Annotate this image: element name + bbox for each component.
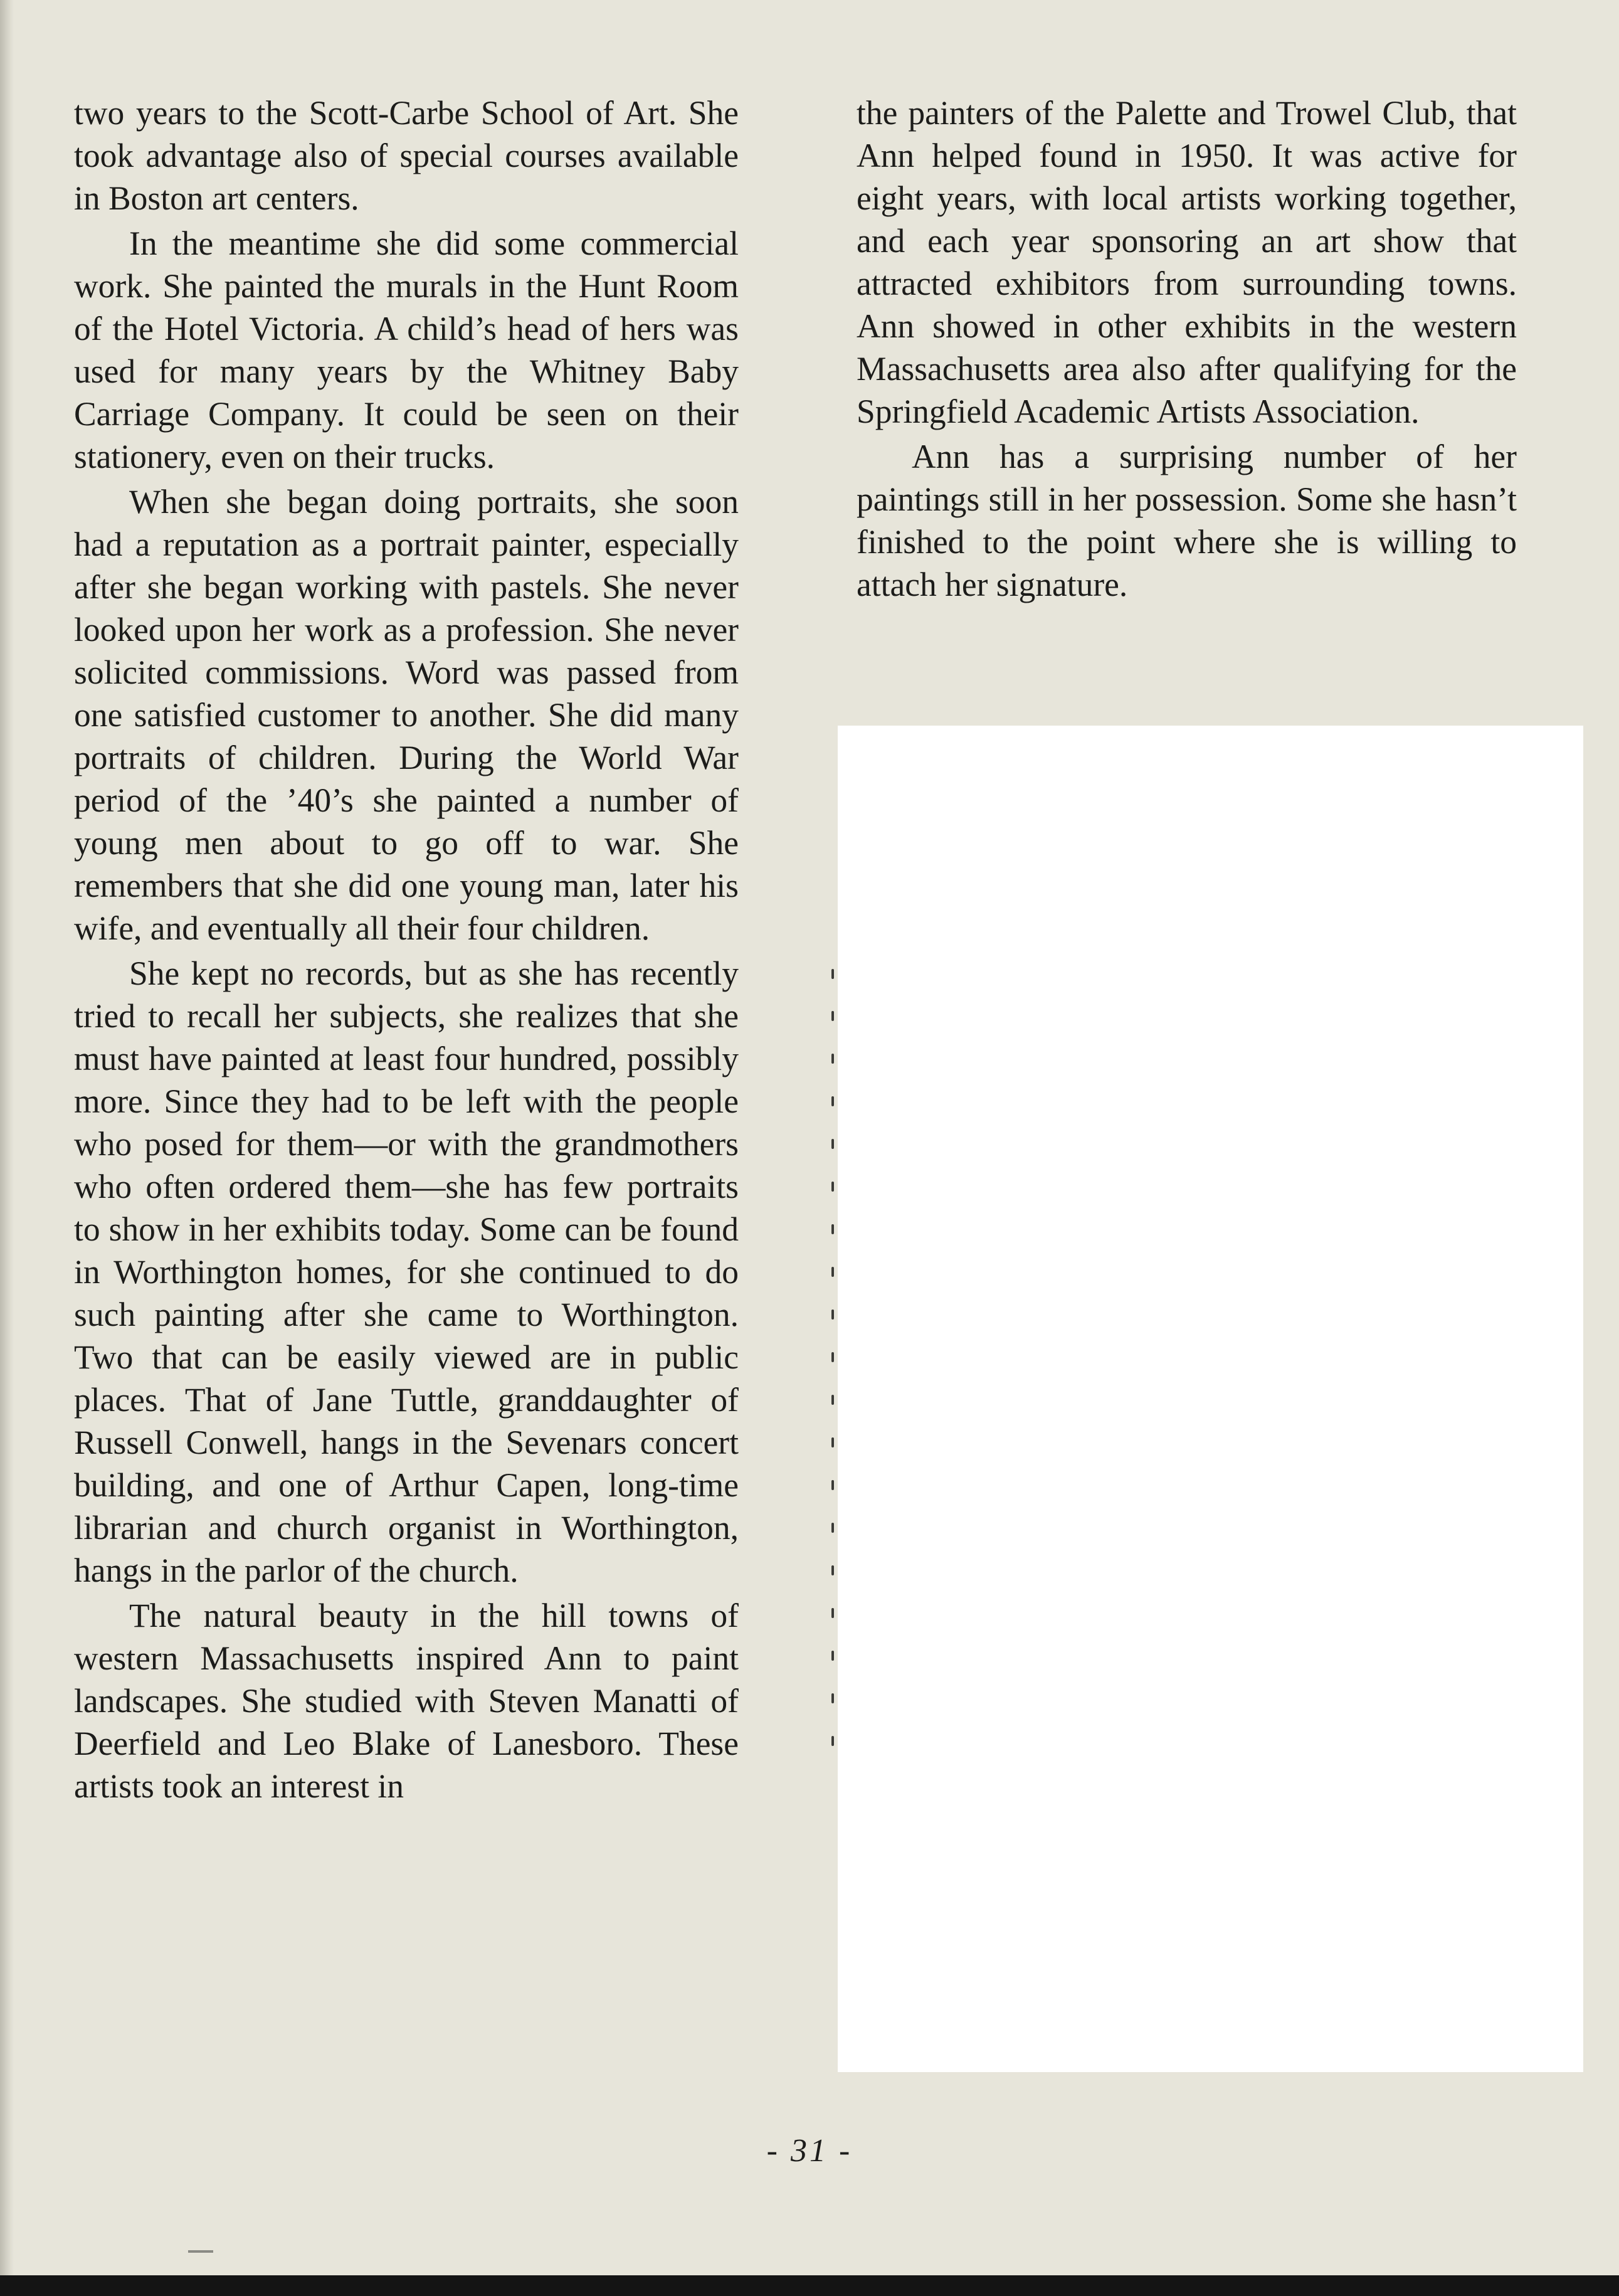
- residual-text-mark: [831, 1395, 834, 1405]
- residual-text-mark: [831, 1480, 834, 1490]
- residual-text-mark: [831, 1224, 834, 1234]
- residual-text-mark: [831, 1437, 834, 1447]
- scan-mark: [188, 2250, 213, 2253]
- residual-text-mark: [831, 1565, 834, 1575]
- paragraph: When she began doing portraits, she soon had a reputation as a portrait painter, especially after she began working with pastels. She never looked upon her work as a profession. She never solicited commissions. Word was passed from one satisfied customer to another. She did many portraits of children. During the World War period of the ’40’s she painted a number of young men about to go off to war. She remembers that she did one young man, later his wife, and eventually all their four children.: [74, 483, 739, 947]
- residual-text-mark: [831, 969, 834, 979]
- residual-text-mark: [831, 1651, 834, 1661]
- residual-text-mark: [831, 1523, 834, 1533]
- residual-text-mark: [831, 1352, 834, 1362]
- residual-text-mark: [831, 1267, 834, 1277]
- right-column: [857, 92, 1517, 608]
- paragraph: the painters of the Palette and Trowel Club, that Ann helped found in 1950. It was active for eight years, with local artists working together, and each year sponsoring an art show that attracted exhibitors from surrounding towns. Ann showed in other exhibits in the western Massachusetts area also after qualifying for the Springfield Academic Artists Association.: [857, 94, 1517, 430]
- paragraph: Ann has a surprising number of her paintings still in her possession. Some she hasn’t finished to the point where she is willing to attach her signature.: [857, 438, 1517, 603]
- paragraph: The natural beauty in the hill towns of western Massachusetts inspired Ann to paint landscapes. She studied with Steven Manatti of Deerfield and Leo Blake of Lanesboro. These artists took an interest in: [74, 1597, 739, 1805]
- residual-text-mark: [831, 1736, 834, 1746]
- residual-text-mark: [831, 1309, 834, 1320]
- residual-text-mark: [831, 1054, 834, 1064]
- residual-text-mark: [831, 1182, 834, 1192]
- page-gutter-shadow: [0, 0, 14, 2296]
- paragraph: In the meantime she did some commercial work. She painted the murals in the Hunt Room of the Hotel Victoria. A child’s head of hers was used for many years by the Whitney Baby Carriage Company. It could be seen on their stationery, even on their trucks.: [74, 225, 739, 475]
- residual-text-mark: [831, 1693, 834, 1703]
- residual-text-mark: [831, 1608, 834, 1618]
- residual-text-mark: [831, 1011, 834, 1021]
- scan-bottom-edge: [0, 2275, 1619, 2296]
- paragraph: She kept no records, but as she has recently tried to recall her subjects, she realizes that she must have painted at least four hundred, possibly more. Since they had to be left with the people who posed for them—or with the grandmothers who often ordered them—she has few portraits to show in her exhibits today. Some can be found in Worthington homes, for she continued to do such painting after she came to Worthington. Two that can be easily viewed are in public places. That of Jane Tuttle, granddaughter of Russell Conwell, hangs in the Sevenars concert building, and one of Arthur Capen, long-time librarian and church organist in Worthington, hangs in the parlor of the church.: [74, 955, 739, 1589]
- left-column: [74, 92, 739, 1810]
- blank-image-area: [838, 726, 1583, 2072]
- page-number: - 31 -: [766, 2133, 853, 2169]
- paragraph: two years to the Scott-Carbe School of Art. She took advantage also of special courses available in Boston art centers.: [74, 94, 739, 217]
- residual-text-mark: [831, 1139, 834, 1149]
- residual-text-mark: [831, 1096, 834, 1106]
